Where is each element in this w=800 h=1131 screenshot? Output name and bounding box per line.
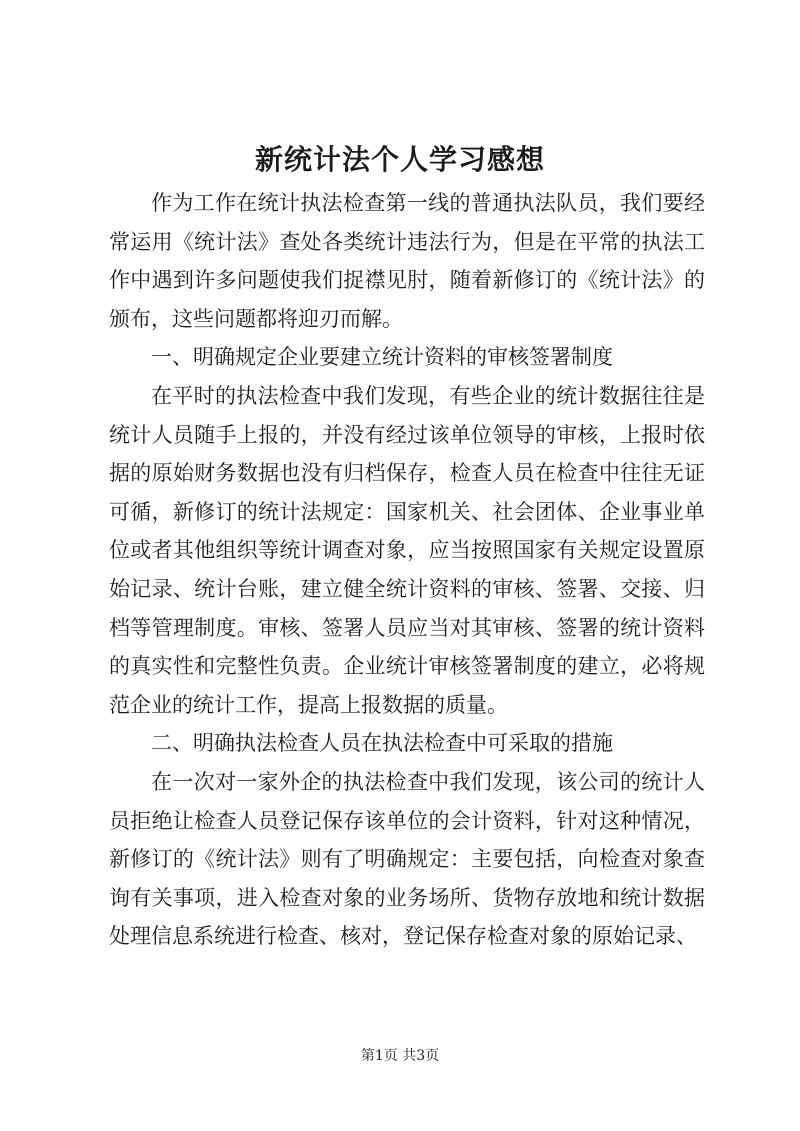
section-heading-1: 一、明确规定企业要建立统计资料的审核签署制度 <box>151 345 613 370</box>
document-title: 新统计法个人学习感想 <box>254 143 545 176</box>
document-body <box>109 184 705 956</box>
paragraph-section-1: 在平时的执法检查中我们发现，有些企业的统计数据往往是统计人员随手上报的，并没有经过该单位领导的审核，上报时依据的原始财务数据也没有归档保存，检查人员在检查中往往无证可循，新修订的统计法规定：国家机关、社会团体、企业事业单位或者其他组织等统计调查对象，应当按照国家有关规定设置原始记录、统计台账，建立健全统计资料的审核、签署、交接、归档等管理制度。审核、签署人员应当对其审核、签署的统计资料的真实性和完整性负责。企业统计审核签署制度的建立，必将规范企业的统计工作，提高上报数据的质量。 <box>109 383 705 717</box>
paragraph-intro: 作为工作在统计执法检查第一线的普通执法队员，我们要经常运用《统计法》查处各类统计违法行为，但是在平常的执法工作中遇到许多问题使我们捉襟见肘，随着新修订的《统计法》的颁布，这些问题都将迎刃而解。 <box>109 191 705 331</box>
section-heading-2: 二、明确执法检查人员在执法检查中可采取的措施 <box>151 731 613 756</box>
page-number-footer: 第1页 共3页 <box>360 1048 440 1064</box>
paragraph-section-2: 在一次对一家外企的执法检查中我们发现，该公司的统计人员拒绝让检查人员登记保存该单位的会计资料，针对这种情况，新修订的《统计法》则有了明确规定：主要包括，向检查对象查询有关事项，进入检查对象的业务场所、货物存放地和统计数据处理信息系统进行检查、核对，登记保存检查对象的原始记录、 <box>109 769 705 949</box>
